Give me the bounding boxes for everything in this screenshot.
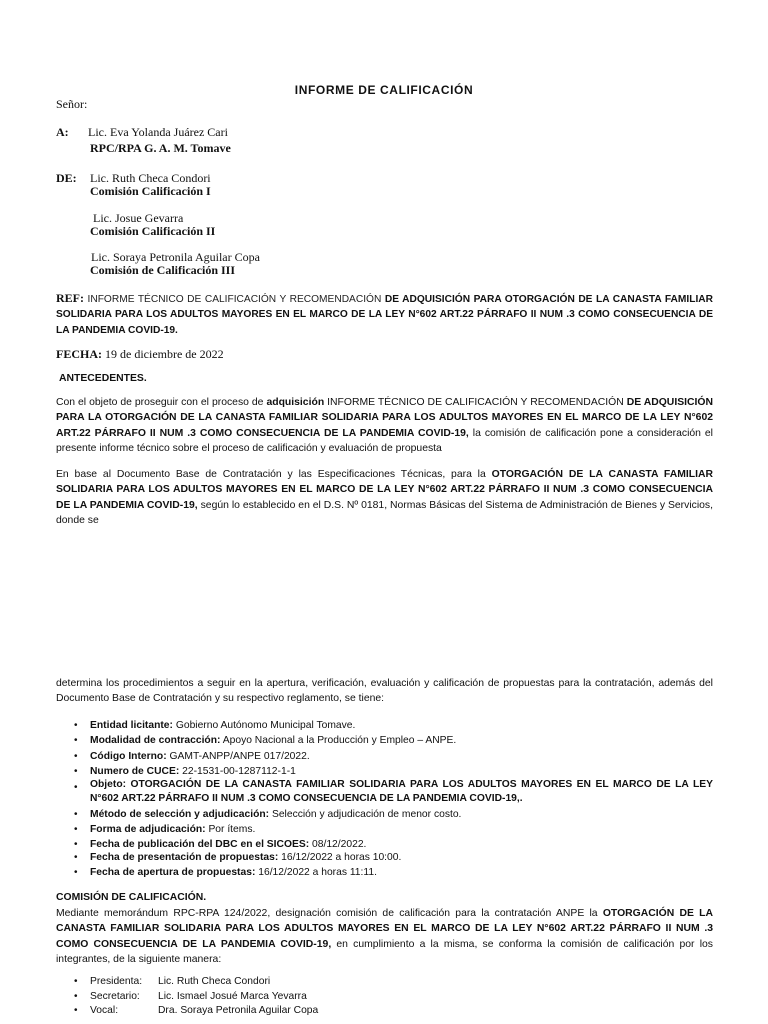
ref-text-bold: DE ADQUISICIÓN PARA OTORGACIÓN DE LA CANASTA FAMILIAR SOLIDARIA PARA LOS ADULTOS MAYORES EN EL MARCO DE LA LEY N°602 ART.22 PÁRRAFO II NUM .3 COMO CONSECUENCIA DE LA PANDEMIA COVID-19.	[56, 294, 713, 336]
list-item-value: Gobierno Autónomo Municipal Tomave.	[172, 720, 356, 731]
from-member-name: Lic. Ruth Checa Condori	[90, 171, 211, 185]
from-member-role: Comisión Calificación I	[90, 184, 211, 198]
from-member-name: Lic. Josue Gevarra	[93, 211, 184, 225]
list-item-label: Forma de adjudicación:	[90, 824, 206, 835]
text-run-bold: OTORGACIÓN DE LA CANASTA FAMILIAR SOLIDARIA PARA LOS ADULTOS MAYORES EN EL MARCO DE LA LEY N°602 ART.22 PÁRRAFO II NUM .3 COMO CONSECUENCIA DE LA PANDEMIA COVID-19,	[56, 469, 713, 511]
from-label: DE:	[56, 171, 77, 185]
bullet-icon: •	[74, 720, 78, 731]
list-item-label: Fecha de apertura de propuestas:	[90, 867, 256, 878]
date-value: 19 de diciembre de 2022	[102, 347, 224, 361]
bullet-icon: •	[74, 976, 78, 987]
from-member-role: Comisión Calificación II	[90, 224, 216, 238]
text-run: la comisión de calificación pone a consideración el presente informe técnico sobre el proceso de calificación y evaluación de propuesta	[56, 427, 713, 454]
list-item-value: 22-1531-00-1287112-1-1	[179, 766, 296, 777]
list-item	[90, 734, 713, 748]
list-item-value: 08/12/2022.	[309, 839, 367, 850]
text-run: Mediante memorándum RPC-RPA 124/2022, designación comisión de calificación para la contratación ANPE la	[56, 908, 603, 919]
list-item-value: 16/12/2022 a horas 10:00.	[278, 852, 402, 863]
ref-label: REF:	[56, 291, 84, 305]
text-run-bold: DE ADQUISICIÓN PARA LA OTORGACIÓN DE LA CANASTA FAMILIAR SOLIDARIA PARA LOS ADULTOS MAYORES EN EL MARCO DE LA LEY N°602 ART.22 PÁRRAFO II NUM .3 COMO CONSECUENCIA DE LA PANDEMIA COVID-19,	[56, 397, 713, 439]
antecedentes-paragraph-3: determina los procedimientos a seguir en la apertura, verificación, evaluación y calificación de propuestas para la contratación, además del Documento Base de Contratación y su respectivo reglamento, se tiene:	[56, 678, 713, 705]
from-member-name: Lic. Soraya Petronila Aguilar Copa	[91, 250, 260, 264]
member-name: Dra. Soraya Petronila Aguilar Copa	[158, 1005, 319, 1016]
comision-heading: COMISIÓN DE CALIFICACIÓN.	[56, 892, 207, 903]
list-item-value: Por ítems.	[205, 824, 256, 835]
list-item-label: Modalidad de contracción:	[90, 735, 221, 746]
antecedentes-paragraph-1	[56, 395, 713, 456]
list-item-value: Selección y adjudicación de menor costo.	[269, 809, 462, 820]
to-label: A:	[56, 125, 69, 139]
bullet-icon: •	[74, 782, 78, 793]
bullet-icon: •	[74, 735, 78, 746]
bullet-icon: •	[74, 839, 78, 850]
text-run: según lo establecido en el D.S. Nº 0181, Normas Básicas del Sistema de Administración de Bienes y Servicios, donde se	[56, 499, 713, 526]
list-item-label: Código Interno:	[90, 751, 167, 762]
member-role: Vocal:	[90, 1005, 119, 1016]
list-item-value: 16/12/2022 a horas 11:11.	[255, 867, 377, 878]
bullet-icon: •	[74, 751, 78, 762]
list-item-value: OTORGACIÓN DE LA CANASTA FAMILIAR SOLIDARIA PARA LOS ADULTOS MAYORES EN EL MARCO DE LA LEY N°602 ART.22 PÁRRAFO II NUM .3 COMO CONSECUENCIA DE LA PANDEMIA COVID-19,.	[90, 779, 713, 805]
member-name: Lic. Ruth Checa Condori	[158, 976, 271, 987]
list-item	[90, 851, 713, 865]
date-label: FECHA:	[56, 347, 102, 361]
list-item-label: Método de selección y adjudicación:	[90, 809, 270, 820]
text-run: En base al Documento Base de Contratación y las Especificaciones Técnicas, para la	[56, 469, 492, 480]
text-run: Con el objeto de proseguir con el proceso de	[56, 397, 267, 408]
text-run-bold: adquisición	[266, 397, 325, 408]
bullet-icon: •	[74, 809, 78, 820]
bullet-icon: •	[74, 867, 78, 878]
list-item-value: GAMT-ANPP/ANPE 017/2022.	[166, 751, 310, 762]
text-run-bold: OTORGACIÓN DE LA CANASTA FAMILIAR SOLIDARIA PARA LOS ADULTOS MAYORES EN EL MARCO DE LA LEY N°602 ART.22 PÁRRAFO II NUM .3 COMO CONSECUENCIA DE LA PANDEMIA COVID-19,	[56, 908, 713, 950]
list-item	[90, 719, 713, 733]
to-name: Lic. Eva Yolanda Juárez Cari	[88, 125, 228, 139]
list-item-label: Fecha de publicación del DBC en el SICOES:	[90, 839, 310, 850]
list-item	[90, 750, 713, 764]
text-run: INFORME TÉCNICO DE CALIFICACIÓN Y RECOMENDACIÓN	[324, 397, 627, 408]
member-role: Secretario:	[90, 991, 140, 1002]
list-item-label: Numero de CUCE:	[90, 766, 180, 777]
bullet-icon: •	[74, 852, 78, 863]
ref-block	[56, 291, 713, 338]
ref-text-lead: INFORME TÉCNICO DE CALIFICACIÓN Y RECOMENDACIÓN	[87, 294, 382, 305]
list-item-label: Fecha de presentación de propuestas:	[90, 852, 279, 863]
to-role: RPC/RPA G. A. M. Tomave	[90, 141, 231, 155]
bullet-icon: •	[74, 1005, 78, 1016]
comision-paragraph	[56, 906, 713, 967]
list-item	[90, 866, 713, 880]
antecedentes-heading: ANTECEDENTES.	[59, 373, 147, 384]
list-item-label: Entidad licitante:	[90, 720, 173, 731]
antecedentes-paragraph-2	[56, 467, 713, 528]
bullet-icon: •	[74, 991, 78, 1002]
page-title: INFORME DE CALIFICACIÓN	[294, 83, 474, 97]
text-run: en cumplimiento a la misma, se conforma la comisión de calificación por los integrantes, de la siguiente manera:	[56, 938, 713, 965]
list-item-value: Apoyo Nacional a la Producción y Empleo – ANPE.	[220, 735, 457, 746]
from-member-role: Comisión de Calificación III	[90, 263, 236, 277]
salutation: Señor:	[56, 97, 88, 111]
member-role: Presidenta:	[90, 976, 143, 987]
list-item-label: Objeto:	[90, 779, 127, 790]
member-name: Lic. Ismael Josué Marca Yevarra	[158, 991, 307, 1002]
bullet-icon: •	[74, 824, 78, 835]
list-item	[90, 823, 713, 837]
bullet-icon: •	[74, 766, 78, 777]
date-line	[56, 347, 224, 361]
list-item	[90, 808, 713, 822]
list-item	[90, 778, 713, 806]
